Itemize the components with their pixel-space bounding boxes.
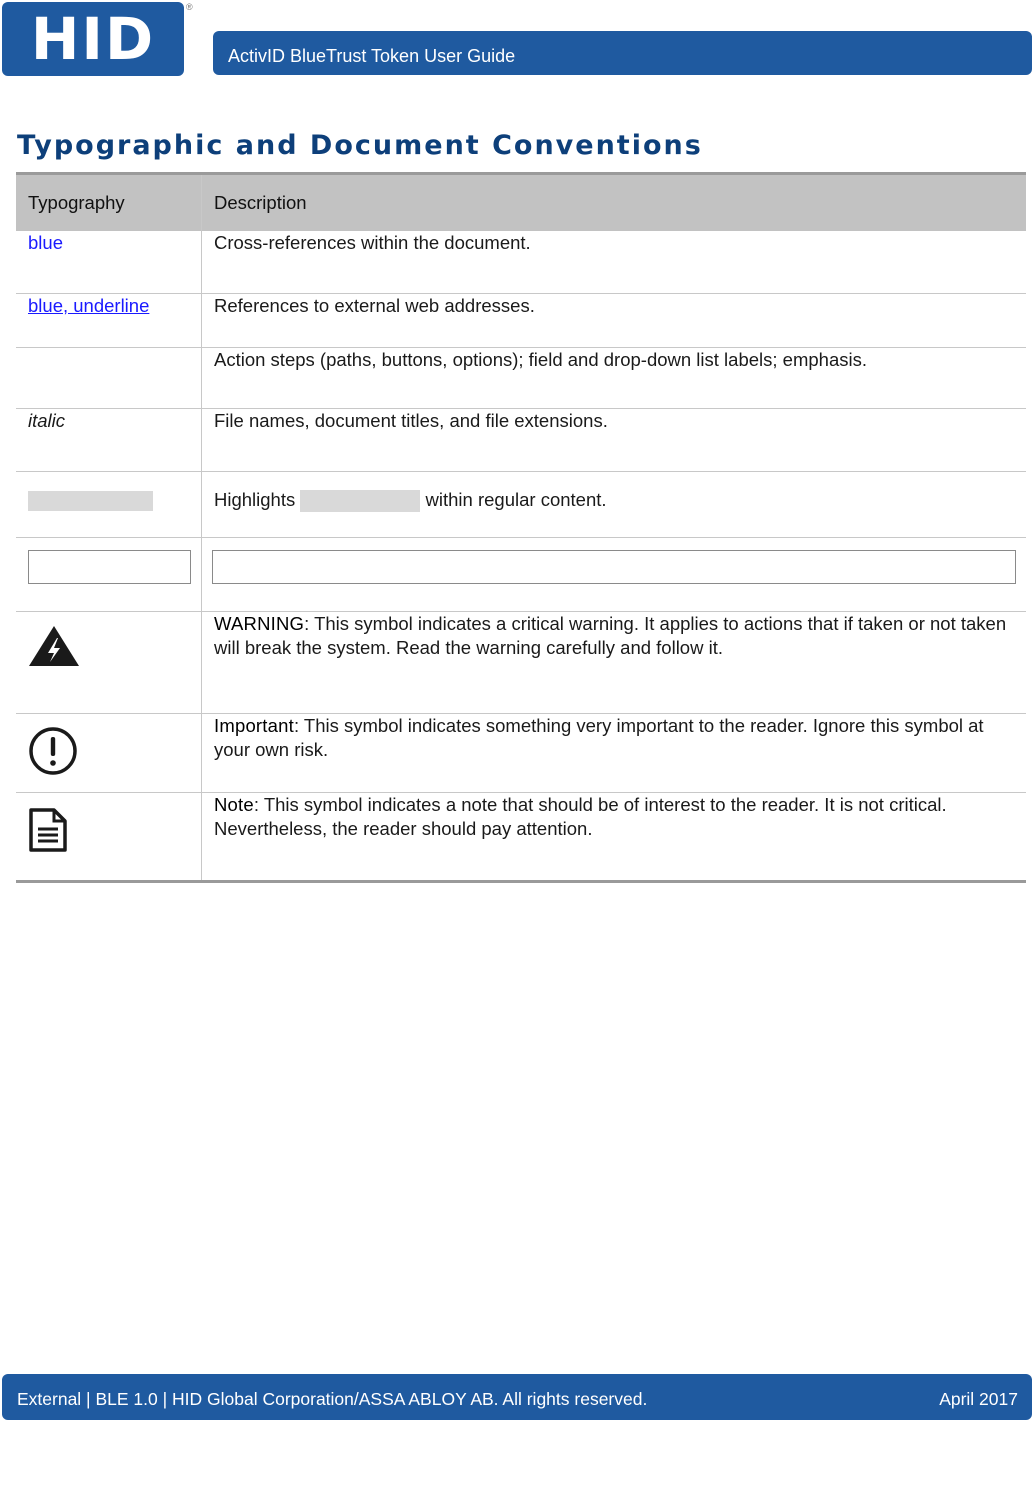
table-row: [16, 408, 1026, 471]
table-row: [16, 537, 1026, 611]
typography-cell: [16, 231, 202, 293]
typography-cell: [16, 347, 202, 408]
table-row: [16, 611, 1026, 713]
table-row: [16, 713, 1026, 792]
conventions-table: [16, 172, 1026, 883]
warning-label: WARNING: [214, 612, 305, 634]
typography-cell: [16, 537, 202, 611]
hid-logo: [2, 2, 184, 76]
warning-text: : This symbol indicates a critical warning. It applies to actions that if taken or not taken will break the system. Read the warning carefully and follow it.: [214, 612, 1007, 658]
table-row: [16, 231, 1026, 293]
table-row: [16, 347, 1026, 408]
exclamation-circle-icon: [28, 726, 189, 776]
important-text: : This symbol indicates something very important to the reader. Ignore this symbol at your own risk.: [214, 714, 984, 760]
document-note-icon: [28, 807, 189, 853]
warning-lightning-icon: [28, 624, 189, 668]
highlight-text-before: Highlights: [214, 488, 296, 510]
registered-mark: ®: [186, 2, 193, 12]
typography-cell: [16, 408, 202, 471]
guide-title: ActivID BlueTrust Token User Guide: [228, 45, 516, 66]
note-text: : This symbol indicates a note that should be of interest to the reader. It is not critical. Nevertheless, the reader should pay attention.: [214, 793, 947, 839]
header-bar: [213, 31, 1032, 75]
table-header-row: [16, 174, 1026, 232]
footer-bar: [2, 1374, 1032, 1420]
blue-underline-sample: blue, underline: [28, 294, 150, 316]
highlight-inline-sample: [300, 490, 420, 512]
table-row: [16, 471, 1026, 537]
header-description: Description: [202, 174, 1027, 232]
empty-box-description: [212, 550, 1016, 584]
description-cell: Action steps (paths, buttons, options); field and drop-down list labels; emphasis.: [202, 347, 1027, 408]
italic-sample: italic: [28, 409, 66, 431]
highlight-text-after: within regular content.: [425, 488, 607, 510]
empty-box-sample: [28, 550, 191, 584]
description-cell: [202, 471, 1027, 537]
note-label: Note: [214, 793, 254, 815]
highlight-sample: [28, 491, 153, 511]
description-cell: [202, 713, 1027, 792]
section-title: Typographic and Document Conventions: [17, 130, 703, 161]
icon-cell: [16, 792, 202, 881]
blue-sample: blue: [28, 232, 63, 253]
typography-cell: [16, 293, 202, 347]
description-cell: [202, 792, 1027, 881]
description-cell: [202, 537, 1027, 611]
header-typography: Typography: [16, 174, 202, 232]
footer-copyright: External | BLE 1.0 | HID Global Corporation/ASSA ABLOY AB. All rights reserved.: [17, 1388, 648, 1409]
table-row: [16, 293, 1026, 347]
logo-text: HID: [30, 5, 156, 73]
table-row: [16, 792, 1026, 881]
icon-cell: [16, 713, 202, 792]
description-cell: File names, document titles, and file extensions.: [202, 408, 1027, 471]
typography-cell: [16, 471, 202, 537]
description-cell: References to external web addresses.: [202, 293, 1027, 347]
description-cell: Cross-references within the document.: [202, 231, 1027, 293]
icon-cell: [16, 611, 202, 713]
description-cell: [202, 611, 1027, 713]
important-label: Important: [214, 714, 294, 736]
footer-date: April 2017: [939, 1388, 1018, 1409]
